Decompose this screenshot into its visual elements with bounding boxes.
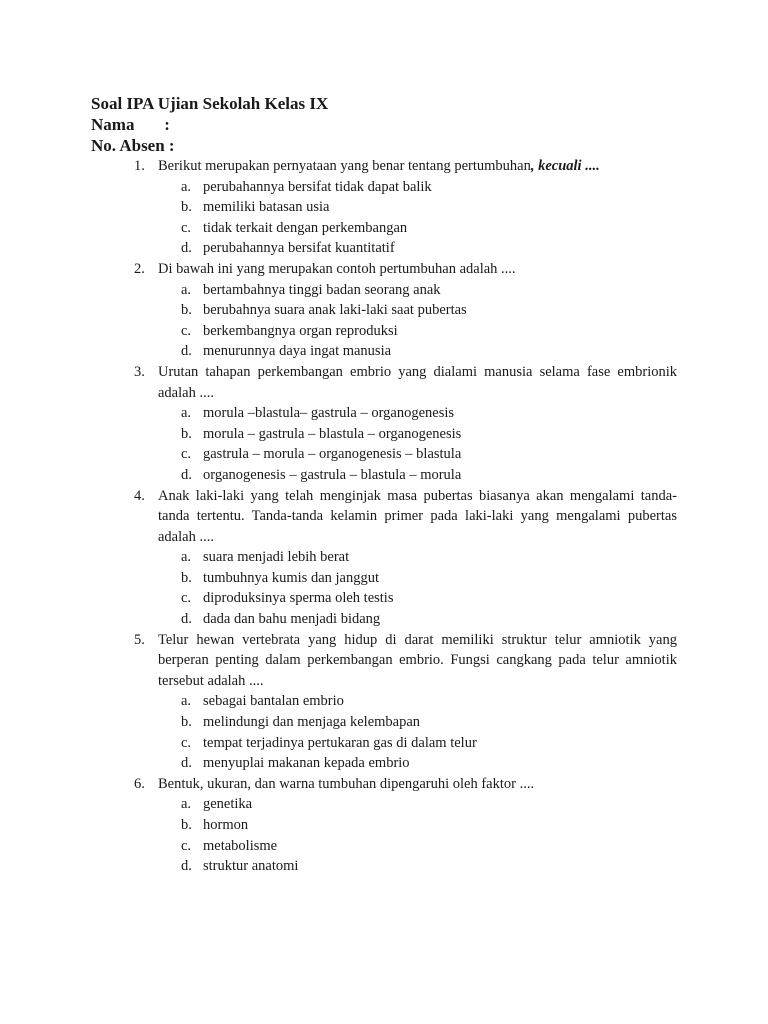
option-list	[158, 547, 677, 629]
option-label: b.	[181, 302, 192, 319]
question-text	[158, 156, 677, 177]
question-text	[158, 630, 677, 692]
option-label: d.	[181, 858, 192, 875]
answer-option	[181, 424, 677, 445]
option-label: a.	[181, 178, 192, 195]
option-text: organogenesis – gastrula – blastula – morula	[203, 466, 462, 483]
option-list	[158, 691, 677, 773]
answer-option	[181, 403, 677, 424]
question-item	[134, 630, 677, 774]
option-text: tumbuhnya kumis dan janggut	[203, 569, 379, 586]
question-item	[134, 259, 677, 362]
question-text	[158, 362, 677, 403]
question-text	[158, 259, 677, 280]
option-label: d.	[181, 240, 192, 257]
option-text: struktur anatomi	[203, 858, 299, 875]
option-label: b.	[181, 817, 192, 833]
answer-option	[181, 238, 677, 259]
question-list	[0, 156, 768, 877]
answer-option	[181, 465, 677, 486]
answer-option	[181, 197, 677, 218]
option-text: genetika	[203, 796, 253, 813]
option-label: c.	[181, 219, 192, 236]
option-list	[158, 403, 677, 485]
question-number: 3.	[134, 363, 145, 380]
option-text: melindungi dan menjaga kelembapan	[203, 714, 421, 731]
answer-option	[181, 300, 677, 321]
answer-option	[181, 753, 677, 774]
option-text: perubahannya bersifat tidak dapat balik	[203, 178, 432, 195]
option-label: b.	[181, 714, 192, 731]
answer-option	[181, 856, 677, 877]
question-text-main: Berikut merupakan pernyataan yang benar tentang pertumbuhan	[158, 158, 531, 174]
option-label: b.	[181, 569, 192, 586]
option-text: memiliki batasan usia	[203, 199, 330, 216]
option-label: c.	[181, 446, 192, 463]
question-number: 2.	[134, 260, 145, 277]
answer-option	[181, 444, 677, 465]
answer-option	[181, 177, 677, 198]
option-text: menurunnya daya ingat manusia	[203, 343, 392, 360]
question-text-main: Di bawah ini yang merupakan contoh pertumbuhan adalah ....	[158, 260, 516, 277]
question-item	[134, 774, 677, 877]
option-label: a.	[181, 796, 192, 813]
option-label: b.	[181, 199, 192, 216]
answer-option	[181, 691, 677, 712]
option-text: tidak terkait dengan perkembangan	[203, 219, 408, 236]
answer-option	[181, 341, 677, 362]
answer-option	[181, 280, 677, 301]
option-text: suara menjadi lebih berat	[203, 549, 350, 566]
option-text: perubahannya bersifat kuantitatif	[203, 240, 395, 257]
answer-option	[181, 609, 677, 630]
option-text: berubahnya suara anak laki-laki saat pubertas	[203, 302, 467, 319]
question-emphasis: , kecuali ....	[530, 158, 600, 174]
question-number: 6.	[134, 775, 145, 792]
question-number: 1.	[134, 158, 145, 174]
option-list	[158, 794, 677, 876]
option-label: a.	[181, 405, 192, 422]
option-text: diproduksinya sperma oleh testis	[203, 590, 394, 607]
option-label: a.	[181, 693, 192, 710]
option-label: a.	[181, 549, 192, 566]
answer-option	[181, 794, 677, 815]
answer-option	[181, 712, 677, 733]
question-text-main: Urutan tahapan perkembangan embrio yang dialami manusia selama fase embrionik adalah ....	[158, 363, 677, 401]
option-label: a.	[181, 281, 192, 298]
question-text-main: Anak laki-laki yang telah menginjak masa pubertas biasanya akan mengalami tanda-tanda tertentu. Tanda-tanda kelamin primer pada laki-laki yang mengalami pubertas adalah ....	[158, 487, 677, 545]
option-list	[158, 177, 677, 259]
document-header	[91, 93, 768, 156]
question-text-main: Bentuk, ukuran, dan warna tumbuhan dipengaruhi oleh faktor ....	[158, 775, 535, 792]
name-field-label: Nama :	[91, 115, 170, 134]
option-text: tempat terjadinya pertukaran gas di dalam telur	[203, 734, 477, 751]
answer-option	[181, 588, 677, 609]
option-label: c.	[181, 734, 192, 751]
question-text-main: Telur hewan vertebrata yang hidup di darat memiliki struktur telur amniotik yang berperan penting dalam perkembangan embrio. Fungsi cangkang pada telur amniotik tersebut adalah ....	[158, 631, 677, 689]
question-item	[134, 486, 677, 630]
answer-option	[181, 547, 677, 568]
option-text: dada dan bahu menjadi bidang	[203, 611, 381, 628]
option-text: morula –blastula– gastrula – organogenesis	[203, 405, 455, 422]
question-item	[134, 156, 677, 259]
answer-option	[181, 815, 677, 836]
option-text: menyuplai makanan kepada embrio	[203, 755, 410, 772]
option-label: d.	[181, 343, 192, 360]
answer-option	[181, 568, 677, 589]
option-label: b.	[181, 425, 192, 442]
option-label: d.	[181, 755, 192, 772]
question-text	[158, 486, 677, 548]
option-label: d.	[181, 611, 192, 628]
option-text: bertambahnya tinggi badan seorang anak	[203, 281, 441, 298]
answer-option	[181, 218, 677, 239]
option-label: c.	[181, 590, 192, 607]
option-label: c.	[181, 837, 192, 854]
option-list	[158, 280, 677, 362]
answer-option	[181, 321, 677, 342]
question-number: 5.	[134, 631, 145, 648]
question-text	[158, 774, 677, 795]
question-item	[134, 362, 677, 486]
option-text: berkembangnya organ reproduksi	[203, 322, 398, 339]
option-label: c.	[181, 322, 192, 339]
absence-number-label: No. Absen :	[91, 136, 175, 155]
option-label: d.	[181, 466, 192, 483]
option-text: metabolisme	[203, 837, 278, 854]
document-title: Soal IPA Ujian Sekolah Kelas IX	[91, 94, 329, 113]
option-text: sebagai bantalan embrio	[203, 693, 344, 710]
option-text: gastrula – morula – organogenesis – blastula	[203, 446, 462, 463]
option-text: hormon	[203, 817, 249, 833]
answer-option	[181, 733, 677, 754]
answer-option	[181, 836, 677, 857]
option-text: morula – gastrula – blastula – organogenesis	[203, 425, 462, 442]
question-number: 4.	[134, 487, 145, 504]
